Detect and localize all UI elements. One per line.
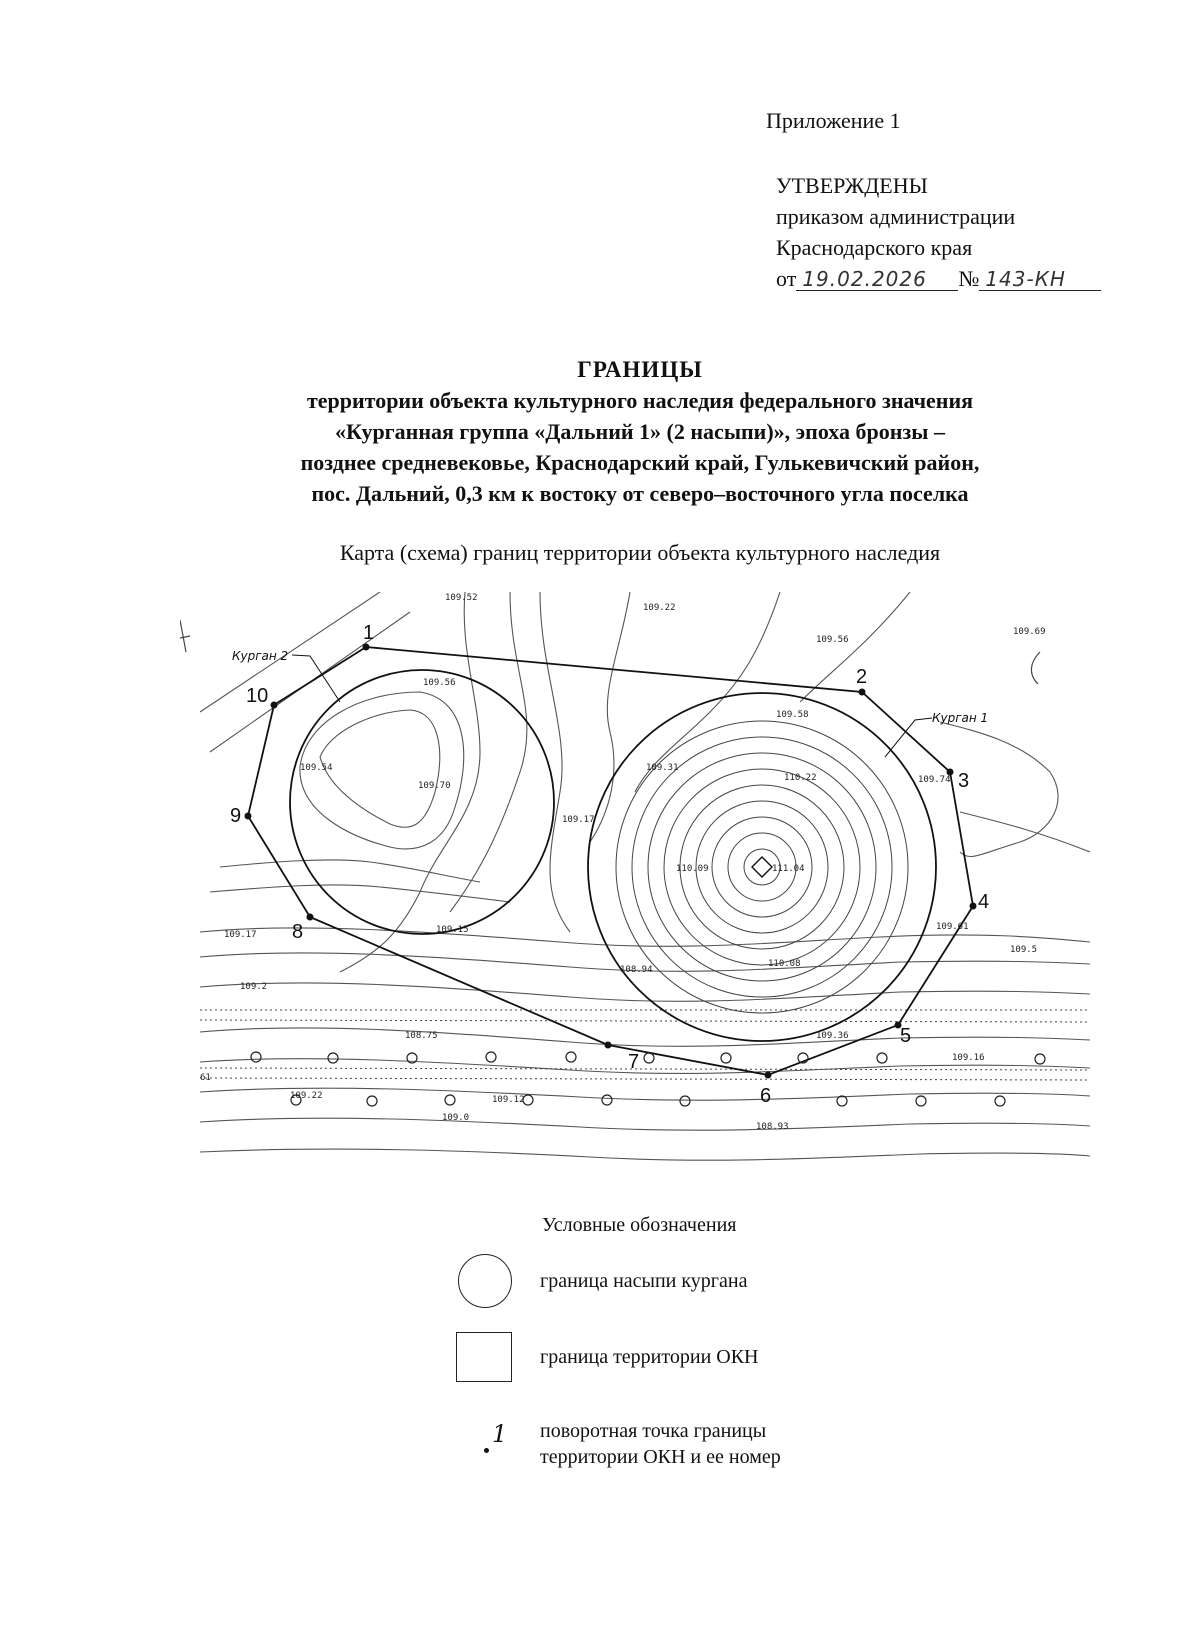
mound-1-label: Курган 1 [932, 711, 989, 725]
legend-turning-point [540, 1418, 781, 1470]
elev-109-74: 109.74 [918, 775, 951, 785]
document-title [120, 354, 1160, 509]
mound-2-boundary [290, 670, 554, 934]
elev-109-54: 109.54 [300, 763, 333, 773]
point-3-label: 3 [958, 770, 970, 792]
elev-109-17-a: 109.17 [562, 815, 595, 825]
title-line-4: пос. Дальний, 0,3 км к востоку от северо–восточного угла поселка [311, 481, 969, 506]
appendix-label: Приложение 1 [766, 108, 901, 133]
elev-109-61: 109.61 [936, 922, 969, 932]
elev-110-09: 110.09 [676, 864, 709, 874]
order-date: 19.02.2026 [796, 268, 958, 291]
elev-109-58: 109.58 [776, 710, 809, 720]
point-2-label: 2 [856, 666, 868, 688]
elev-109-52: 109.52 [445, 593, 478, 603]
elev-109-70: 109.70 [418, 781, 451, 791]
elev-109-17-b: 109.17 [224, 930, 257, 940]
approved-region: Краснодарского края [776, 235, 973, 260]
title-line-2: «Курганная группа «Дальний 1» (2 насыпи)», эпоха бронзы – [335, 419, 945, 444]
mound-1-boundary [588, 693, 936, 1041]
point-5-label: 5 [900, 1025, 912, 1047]
point-9-label: 9 [230, 805, 242, 827]
elev-109-12: 109.12 [492, 1095, 525, 1105]
approved-heading: УТВЕРЖДЕНЫ [776, 173, 928, 198]
elev-109-56-a: 109.56 [816, 635, 849, 645]
elev-109-15: 109.15 [436, 925, 469, 935]
elev-109-36: 109.36 [816, 1031, 849, 1041]
legend-mound-boundary: граница насыпи кургана [540, 1270, 748, 1292]
contour-lines [200, 592, 1090, 1160]
point-7-label: 7 [628, 1051, 640, 1073]
legend-turning-point-line-1: поворотная точка границы [540, 1420, 767, 1442]
map-subtitle: Карта (схема) границ территории объекта культурного наследия [339, 540, 941, 565]
elev-109-31: 109.31 [646, 763, 679, 773]
elev-109-0: 109.0 [442, 1113, 470, 1123]
map-edge-marks [180, 620, 1040, 684]
elev-109-22-b: 109.22 [290, 1091, 323, 1101]
order-number: 143-КН [979, 268, 1101, 291]
point-1-label: 1 [363, 622, 375, 644]
elev-109-56-b: 109.56 [423, 678, 456, 688]
point-4-label: 4 [978, 891, 990, 913]
number-label: № [958, 266, 980, 291]
title-line-3: позднее средневековье, Краснодарский край, Гулькевичский район, [300, 450, 980, 475]
elev-108-75: 108.75 [405, 1031, 438, 1041]
boundary-map [180, 592, 1090, 1172]
point-8-label: 8 [292, 921, 304, 943]
order-date-line [776, 263, 1101, 294]
approved-by-order: приказом администрации [776, 204, 1016, 229]
point-6-label: 6 [760, 1085, 772, 1107]
title-main: ГРАНИЦЫ [577, 357, 703, 382]
elev-61: 61 [200, 1073, 211, 1083]
dotted-lines [200, 1010, 1090, 1080]
legend-title: Условные обозначения [542, 1214, 737, 1236]
approval-block [776, 170, 1101, 294]
okn-boundary-legend-icon [456, 1332, 512, 1382]
legend-turning-point-line-2: территории ОКН и ее номер [540, 1446, 781, 1468]
mound-2-label: Курган 2 [232, 649, 289, 663]
elev-109-16: 109.16 [952, 1053, 985, 1063]
elev-109-5: 109.5 [1010, 945, 1038, 955]
elev-108-94: 108.94 [620, 965, 653, 975]
elev-109-2: 109.2 [240, 982, 268, 992]
elev-108-93: 108.93 [756, 1122, 789, 1132]
elev-109-22: 109.22 [643, 603, 676, 613]
elevation-marks [200, 593, 1046, 1132]
elev-110-08: 110.08 [768, 959, 801, 969]
from-label: от [776, 266, 797, 291]
elev-111-04: 111.04 [772, 864, 805, 874]
title-line-1: территории объекта культурного наследия федерального значения [306, 388, 974, 413]
point-10-label: 10 [246, 685, 269, 707]
elev-109-69: 109.69 [1013, 627, 1046, 637]
legend-okn-boundary: граница территории ОКН [540, 1346, 759, 1368]
mound-boundary-legend-icon [458, 1254, 512, 1308]
elev-110-22: 110.22 [784, 773, 817, 783]
turning-point-legend-number: 1 [492, 1420, 508, 1448]
turning-point-legend-icon [484, 1448, 489, 1453]
